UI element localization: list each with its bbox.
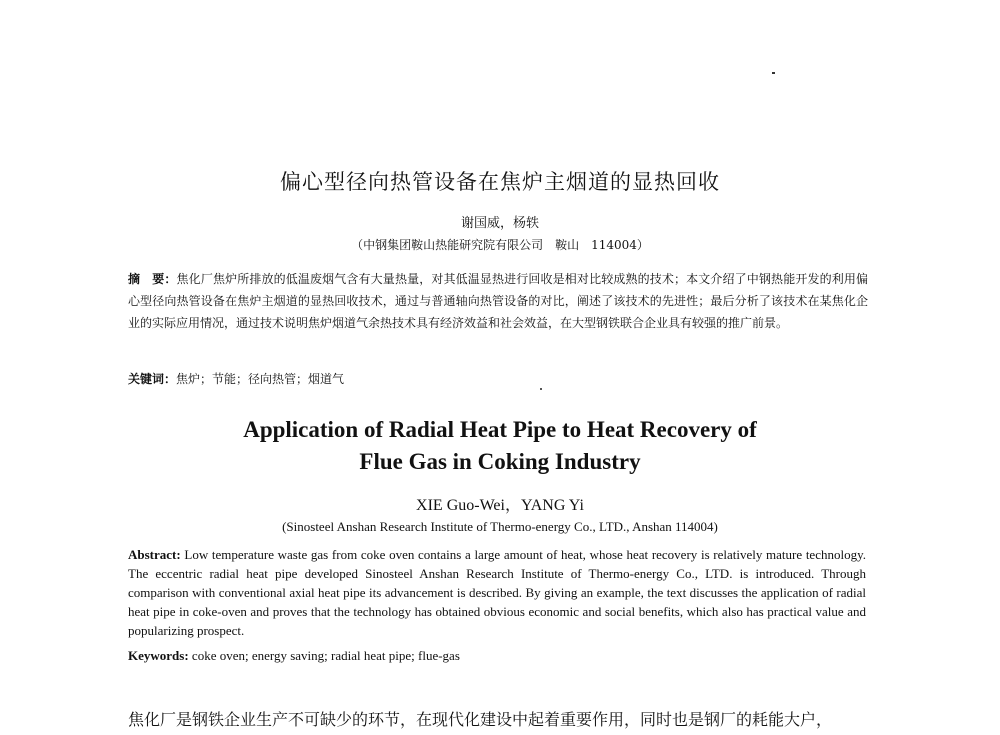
chinese-affiliation: （中钢集团鞍山热能研究院有限公司 鞍山 114004） [351, 238, 649, 252]
english-keywords-text: coke oven; energy saving; radial heat pipe; flue-gas [188, 648, 460, 663]
body-paragraph-first-line: 焦化厂是钢铁企业生产不可缺少的环节，在现代化建设中起着重要作用，同时也是钢厂的耗能大户， [128, 710, 833, 729]
english-abstract [128, 545, 866, 640]
english-keywords [128, 647, 866, 665]
chinese-authors: 谢国威，杨轶 [460, 216, 539, 231]
chinese-title: 偏心型径向热管设备在焦炉主烟道的显热回收 [280, 170, 720, 194]
english-title-line-1: Application of Radial Heat Pipe to Heat Recovery of [243, 417, 757, 442]
english-title-line-2: Flue Gas in Coking Industry [359, 449, 641, 474]
scan-speck [540, 388, 542, 390]
english-authors: XIE Guo-Wei，YANG Yi [416, 497, 584, 514]
english-keywords-label: Keywords: [128, 648, 189, 663]
chinese-keywords [128, 370, 868, 388]
english-title [0, 414, 1000, 478]
scan-speck [772, 72, 775, 74]
chinese-abstract [128, 268, 868, 334]
english-abstract-label: Abstract: [128, 547, 181, 562]
chinese-keywords-text: 焦炉；节能；径向热管；烟道气 [176, 372, 345, 386]
chinese-abstract-text: 焦化厂焦炉所排放的低温废烟气含有大量热量，对其低温显热进行回收是相对比较成熟的技术；本文介绍了中钢热能开发的利用偏心型径向热管设备在焦炉主烟道的显热回收技术，通过与普通轴向热管设备的对比，阐述了该技术的先进性；最后分析了该技术在某焦化企业的实际应用情况，通过技术说明焦炉烟道气余热技术具有经济效益和社会效益，在大型钢铁联合企业具有较强的推广前景。 [128, 272, 868, 330]
chinese-keywords-label: 关键词： [128, 372, 177, 386]
chinese-abstract-label: 摘 要： [128, 272, 177, 286]
english-abstract-text: Low temperature waste gas from coke oven contains a large amount of heat, whose heat recovery is relatively mature technology. The eccentric radial heat pipe developed Sinosteel Anshan Research Institute of Thermo-energy Co., LTD. is introduced. Through comparison with conventional axial heat pipe its advancement is described. By giving an example, the text discusses the application of radial heat pipe in coke-oven and proves that the technology has obtained obvious economic and social benefits, which also has practical value and popularizing prospect. [128, 547, 866, 638]
english-affiliation: (Sinosteel Anshan Research Institute of Thermo-energy Co., LTD., Anshan 114004) [282, 519, 718, 534]
